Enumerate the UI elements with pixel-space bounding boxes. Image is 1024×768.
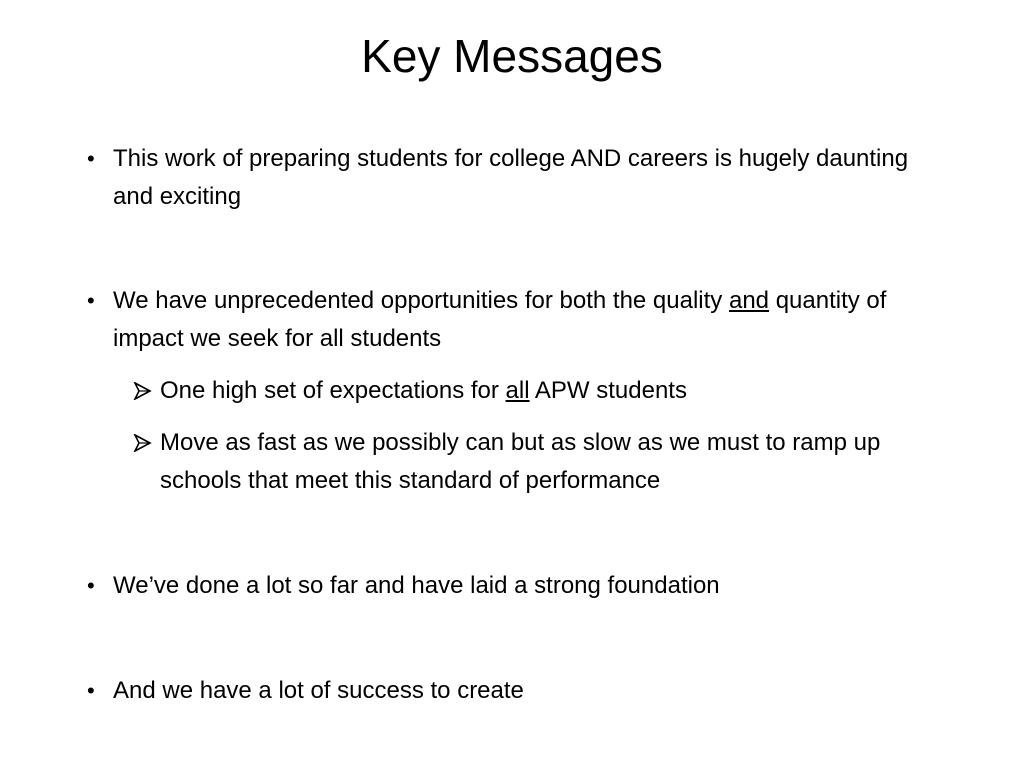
- sub-bullet-text-part: One high set of expectations for: [160, 377, 506, 404]
- underlined-word: all: [505, 377, 530, 404]
- sub-bullet-text-part: APW students: [529, 377, 687, 404]
- bullet-text: We’ve done a lot so far and have laid a strong foundation: [113, 572, 720, 599]
- bullet-text: This work of preparing students for college AND careers is hugely daunting and exciting: [113, 145, 909, 210]
- bullet-marker: •: [87, 146, 95, 171]
- bullet-marker: •: [87, 288, 95, 313]
- bullet-marker: •: [87, 678, 95, 703]
- bullet-text-part: quantity of impact we seek for all students: [113, 287, 887, 352]
- sub-bullet-item: [133, 424, 923, 500]
- underlined-word: and: [728, 287, 770, 314]
- sub-bullet-item: [133, 372, 923, 410]
- sub-bullet-text: Move as fast as we possibly can but as slow as we must to ramp up schools that meet this standard of performance: [160, 429, 881, 494]
- bullet-item: [87, 672, 917, 710]
- sub-bullet-text: [160, 372, 922, 410]
- bullet-item: [87, 567, 917, 605]
- arrow-check-icon: [133, 424, 155, 452]
- bullet-marker: •: [87, 573, 95, 598]
- bullet-text-part: We have unprecedented opportunities for both the quality: [113, 287, 729, 314]
- arrow-check-icon: [133, 372, 155, 400]
- slide-title: Key Messages: [361, 30, 663, 82]
- bullet-text: And we have a lot of success to create: [113, 677, 524, 704]
- bullet-text: [113, 282, 917, 358]
- bullet-item: [87, 282, 917, 358]
- bullet-item: [87, 140, 917, 216]
